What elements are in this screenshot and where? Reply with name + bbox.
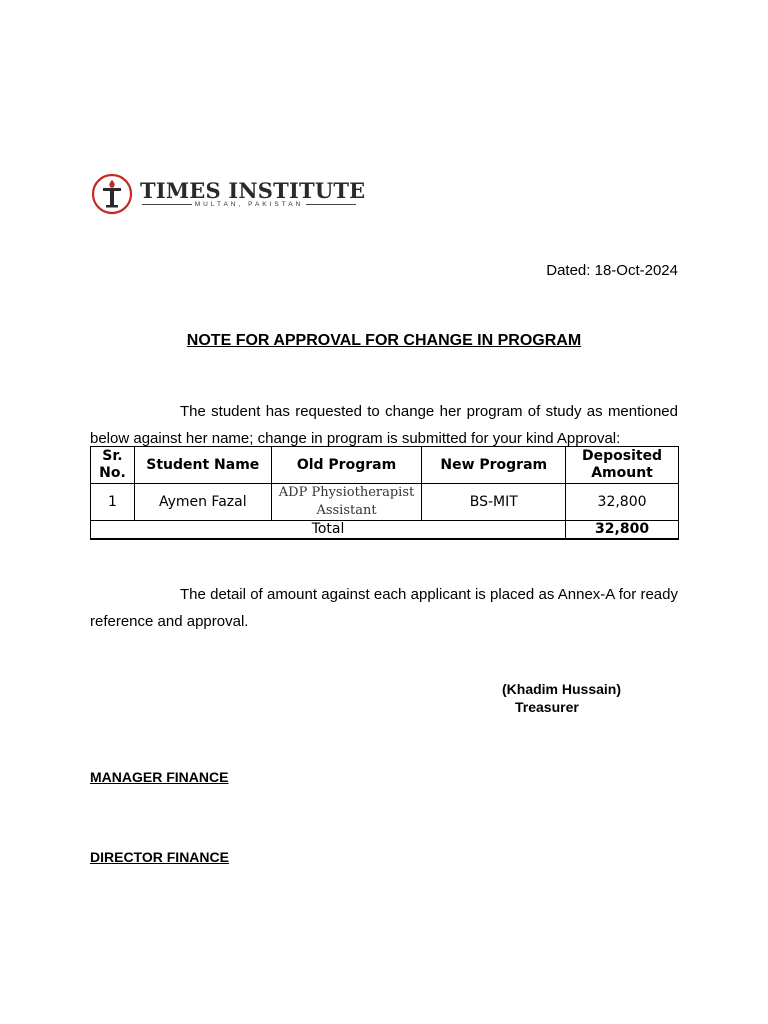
cell-new-program: BS-MIT <box>422 484 566 521</box>
rule-left <box>142 204 192 205</box>
cell-old-program: ADP Physiotherapist Assistant <box>271 484 422 521</box>
signatory-name: (Khadim Hussain) <box>502 681 622 697</box>
header-old-program: Old Program <box>271 447 422 484</box>
total-label: Total <box>91 521 566 540</box>
table-total-row <box>91 521 679 540</box>
header-sr-no: Sr. No. <box>91 447 135 484</box>
total-amount: 32,800 <box>566 521 679 540</box>
header-deposited-amount: Deposited Amount <box>566 447 679 484</box>
header-new-program: New Program <box>422 447 566 484</box>
header-student-name: Student Name <box>134 447 271 484</box>
signatory-designation: Treasurer <box>515 699 579 715</box>
manager-finance-heading: MANAGER FINANCE <box>90 769 229 785</box>
torch-emblem-icon <box>90 174 136 216</box>
institute-logo <box>90 174 366 216</box>
document-title: NOTE FOR APPROVAL FOR CHANGE IN PROGRAM <box>186 332 582 349</box>
cell-sr-no: 1 <box>91 484 135 521</box>
cell-deposited-amount: 32,800 <box>566 484 679 521</box>
signature-block <box>502 680 621 716</box>
institute-location-line <box>142 201 356 208</box>
institute-name: TIMES INSTITUTE <box>140 178 366 203</box>
cell-student-name: Aymen Fazal <box>134 484 271 521</box>
program-change-table <box>90 446 679 540</box>
table-header-row <box>91 447 679 484</box>
table-row <box>91 484 679 521</box>
institute-location: MULTAN, PAKISTAN <box>194 201 304 208</box>
rule-right <box>306 204 356 205</box>
director-finance-heading: DIRECTOR FINANCE <box>90 849 229 865</box>
closing-paragraph: The detail of amount against each applicant is placed as Annex-A for ready reference and approval. <box>90 586 678 630</box>
date-line: Dated: 18-Oct-2024 <box>546 262 678 279</box>
intro-paragraph: The student has requested to change her program of study as mentioned below against her name; change in program is submitted for your kind Approval: <box>90 403 678 447</box>
